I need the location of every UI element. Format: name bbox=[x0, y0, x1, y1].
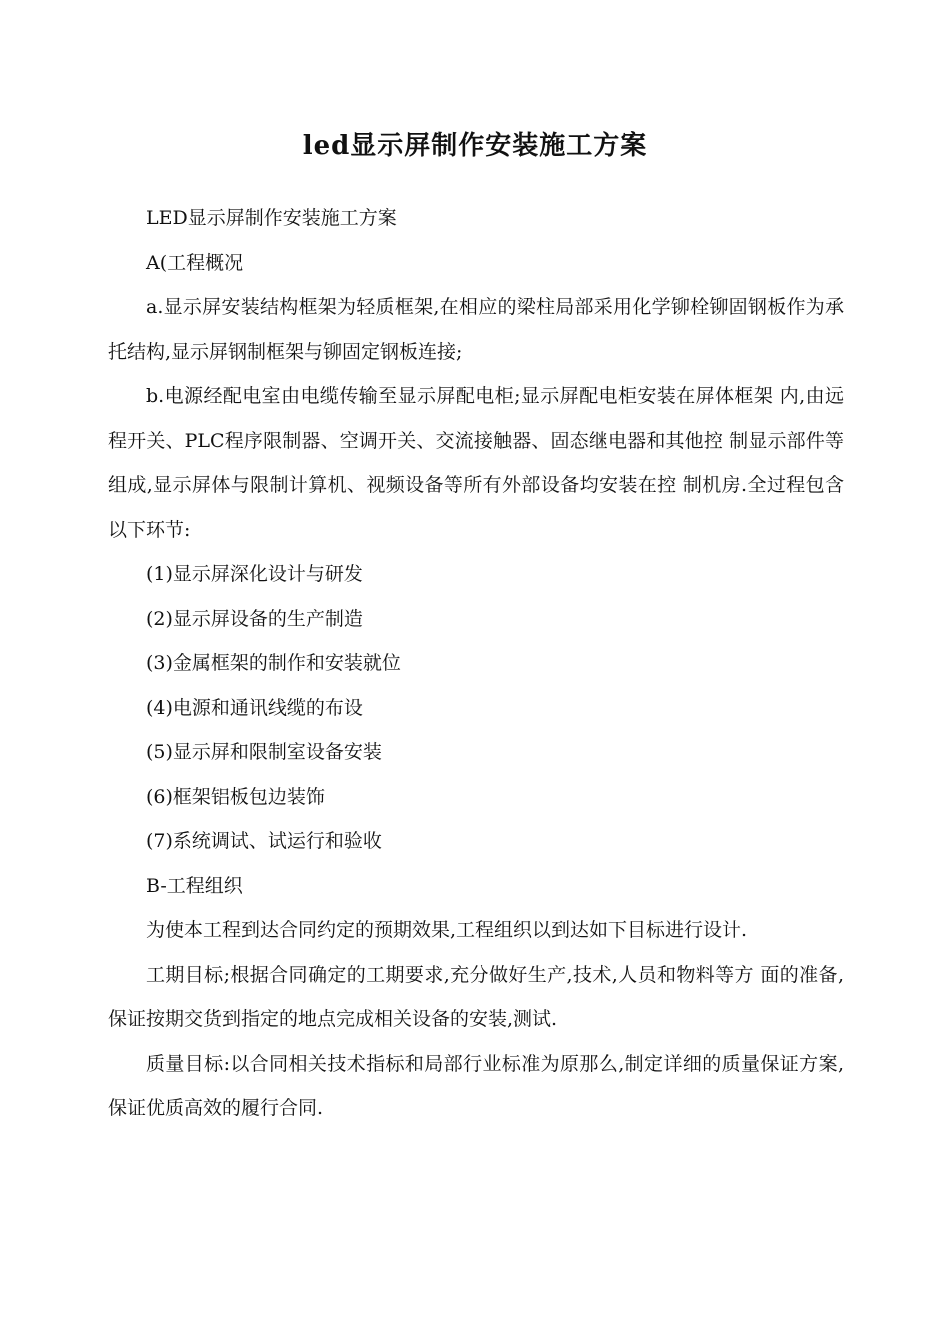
list-item-step-2: (2)显示屏设备的生产制造 bbox=[146, 607, 363, 630]
document-body bbox=[108, 196, 844, 1131]
paragraph-item-b: b.电源经配电室由电缆传输至显示屏配电柜;显示屏配电柜安装在屏体框架 内,由远程开关、PLC程序限制器、空调开关、交流接触器、固态继电器和其他控 制显示部件等组成,显示屏体与限制计算机、视频设备等所有外部设备均安装在控 制机房.全过程包含以下环节: bbox=[108, 385, 844, 541]
list-item-step-7: (7)系统调试、试运行和验收 bbox=[146, 830, 382, 852]
document-title: led显示屏制作安装施工方案 bbox=[302, 131, 648, 161]
paragraph-schedule-target: 工期目标;根据合同确定的工期要求,充分做好生产,技术,人员和物料等方 面的准备,保证按期交货到指定的地点完成相关设备的安装,测试. bbox=[108, 963, 844, 1030]
paragraph-organization-intro: 为使本工程到达合同约定的预期效果,工程组织以到达如下目标进行设计. bbox=[146, 919, 748, 941]
list-item-step-5: (5)显示屏和限制室设备安装 bbox=[146, 741, 382, 763]
paragraph-section-b-heading: B-工程组织 bbox=[146, 874, 243, 897]
paragraph-doc-heading: LED显示屏制作安装施工方案 bbox=[146, 207, 397, 229]
list-item-step-3: (3)金属框架的制作和安装就位 bbox=[146, 652, 401, 674]
paragraph-quality-target: 质量目标:以合同相关技术指标和局部行业标准为原那么,制定详细的质量保证方案,保证优质高效的履行合同. bbox=[108, 1052, 844, 1119]
list-item-step-6: (6)框架铝板包边装饰 bbox=[146, 785, 325, 808]
paragraph-item-a: a.显示屏安装结构框架为轻质框架,在相应的梁柱局部采用化学铆栓铆固钢板作为承托结构,显示屏钢制框架与铆固定钢板连接; bbox=[108, 296, 844, 363]
list-item-step-4: (4)电源和通讯线缆的布设 bbox=[146, 696, 363, 719]
paragraph-section-a-heading: A(工程概况 bbox=[146, 251, 244, 274]
list-item-step-1: (1)显示屏深化设计与研发 bbox=[146, 563, 363, 585]
